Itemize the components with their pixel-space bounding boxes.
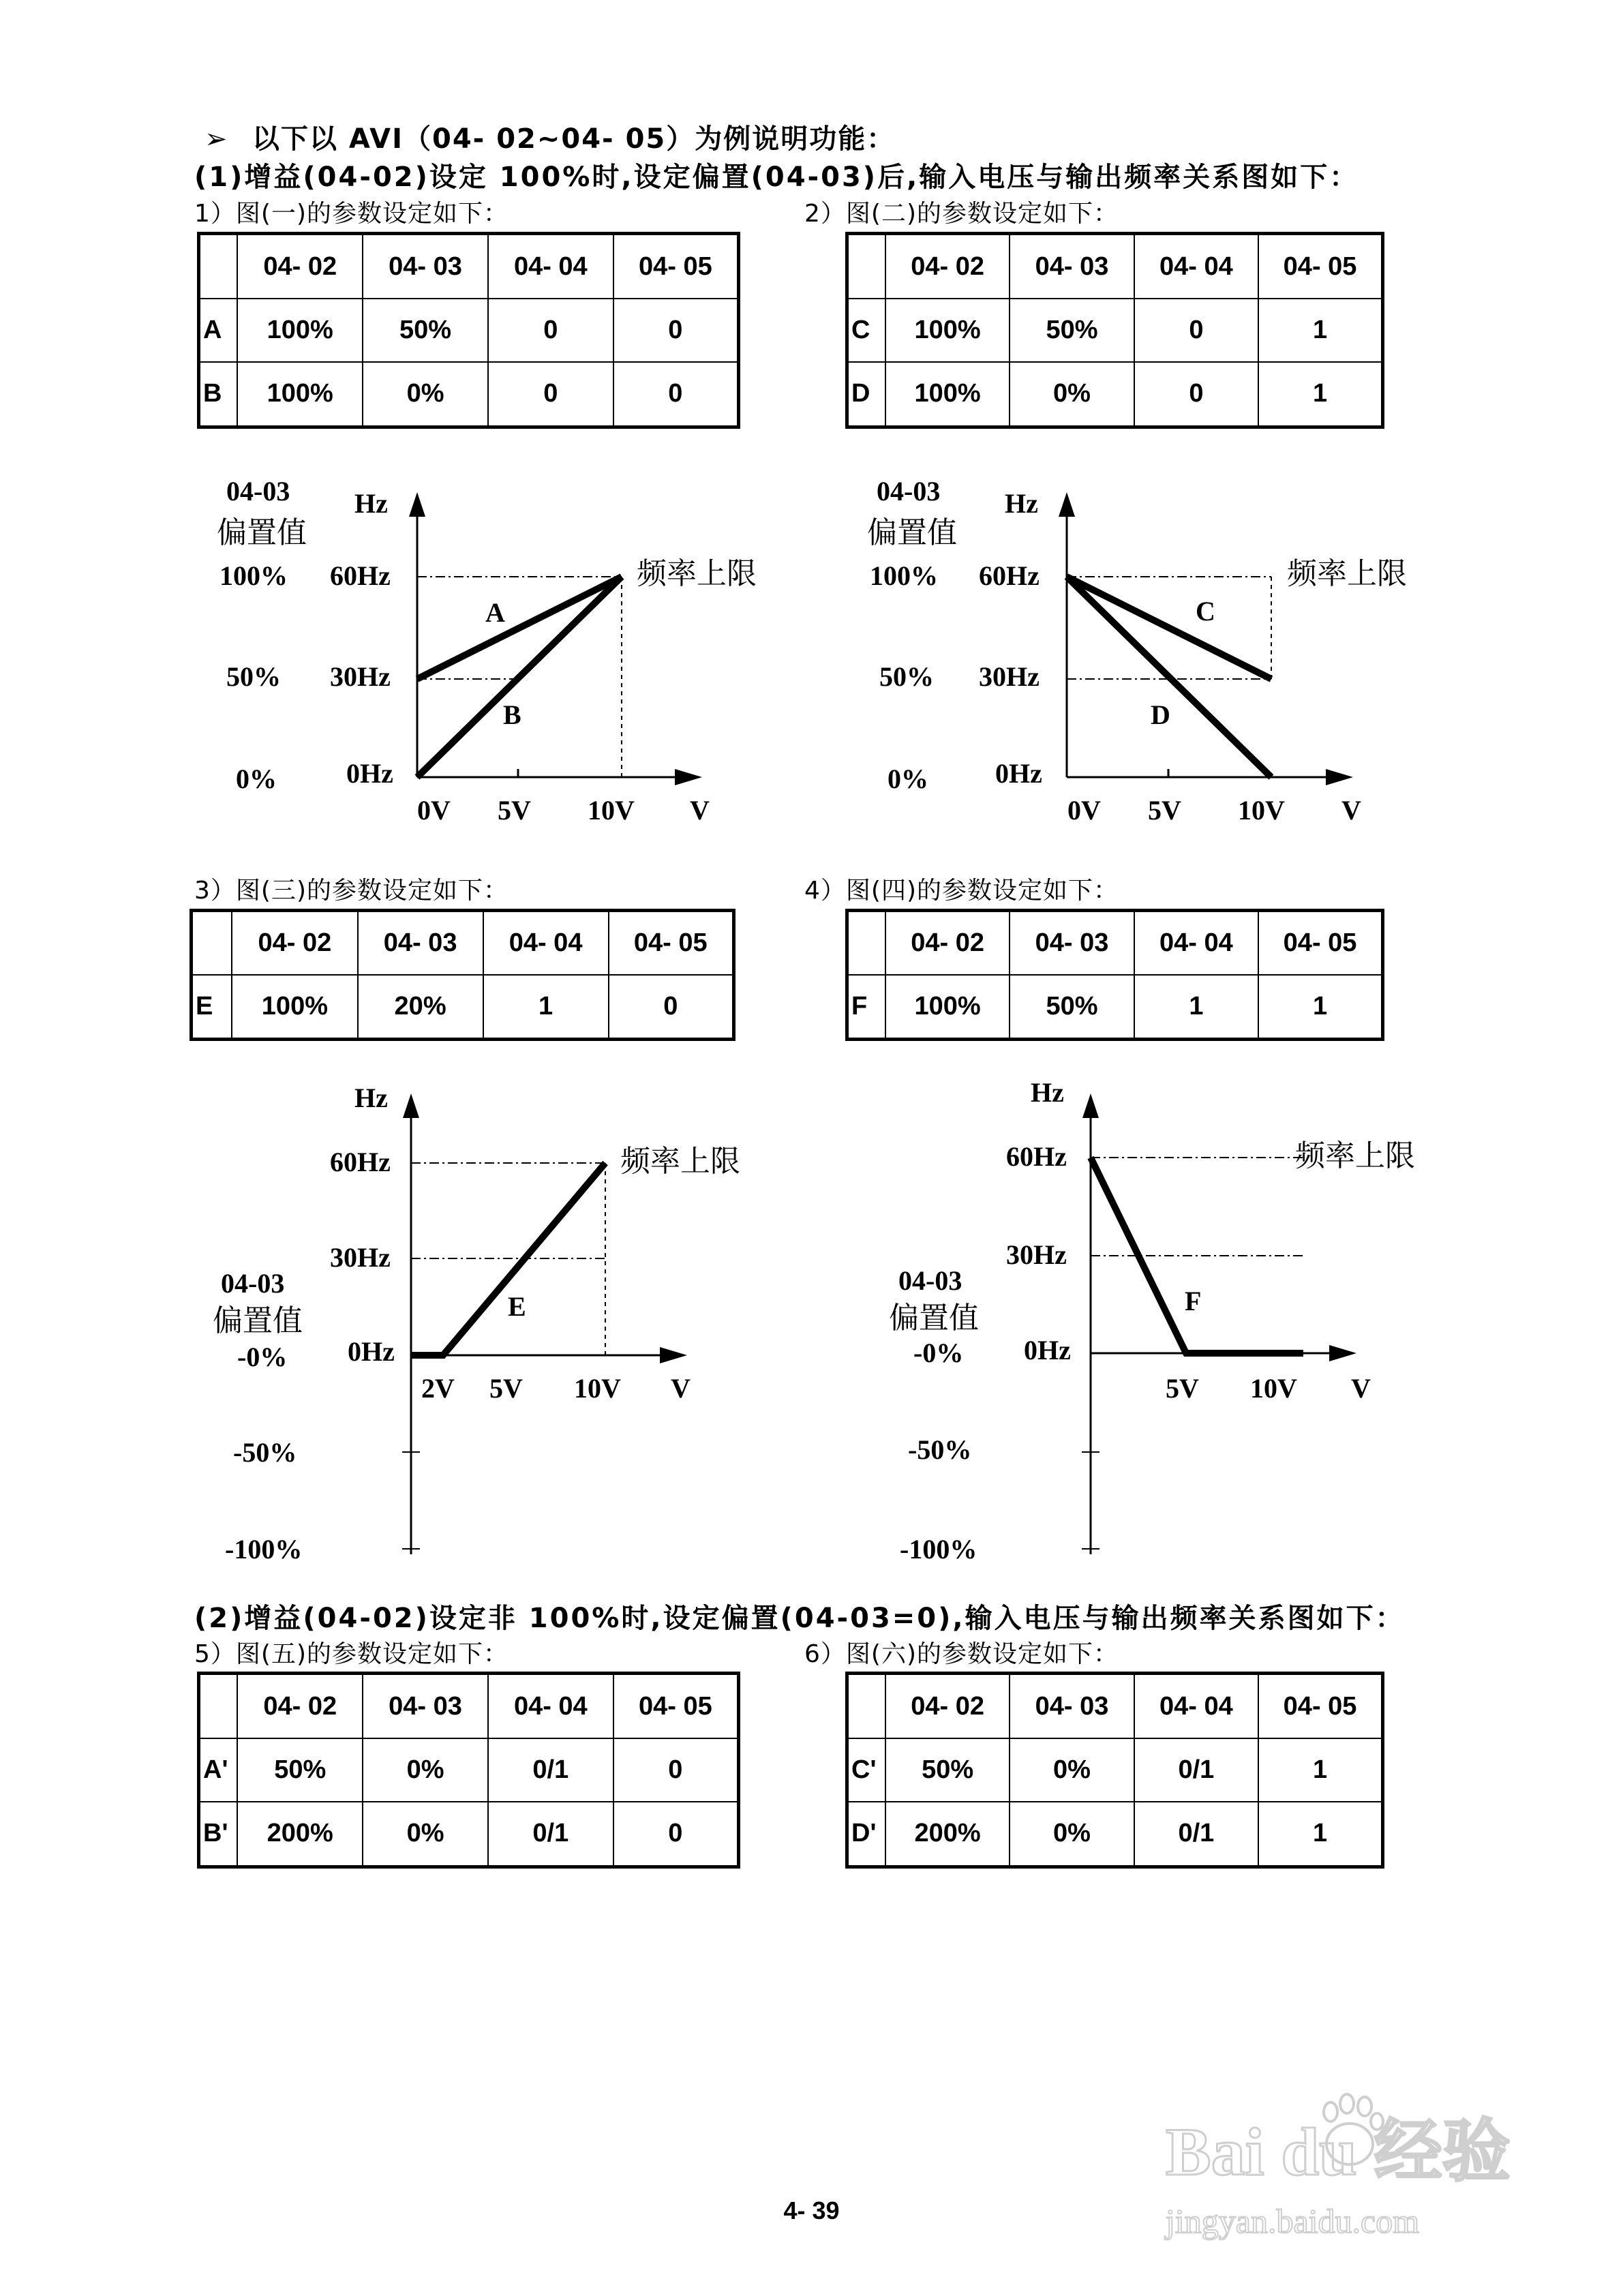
table-cell: 0% [363,1802,488,1867]
tick-label-0v: 0V [1067,795,1101,826]
header-cell: 04- 03 [358,911,483,976]
pct-neg0-label: -0% [913,1338,964,1368]
table-cell: 0/1 [488,1738,613,1802]
param-table-1 [197,232,740,429]
table-cell: 0% [363,362,488,427]
x-axis-arrow-icon [1329,1345,1356,1361]
freq-limit-label: 频率上限 [637,557,757,590]
pct-50-label: 50% [879,661,934,692]
tick-label-5v: 5V [498,795,531,826]
header-cell: 04- 04 [1134,234,1258,299]
tick-label-30hz: 30Hz [330,1242,391,1273]
table-cell: 100% [237,362,363,427]
tick-label-60hz: 60Hz [330,1147,391,1177]
y-axis-arrow-icon [409,492,425,517]
table-cell: 1 [483,975,609,1040]
pct-neg50-label: -50% [908,1434,972,1465]
caption-fig1: 1）图(一)的参数设定如下： [194,200,509,228]
tick-label-0hz: 0Hz [995,758,1042,789]
tick-label-10v: 10V [1250,1373,1297,1404]
param-table-4 [845,909,1384,1041]
table-row [199,1738,739,1802]
param-label: 04-03 [226,476,290,507]
x-unit-label: V [1351,1373,1371,1404]
row-label: E [192,975,232,1040]
table-cell: 0 [613,1802,739,1867]
row-label: A' [199,1738,238,1802]
row-label: F [847,975,885,1040]
table-row [199,299,739,362]
series-label-f: F [1185,1286,1202,1316]
table-row [199,362,739,427]
table-corner [847,234,885,299]
table-cell: 200% [885,1802,1010,1867]
table-cell: 0/1 [1134,1802,1258,1867]
param-table-5 [197,1672,740,1869]
header-cell: 04- 05 [1258,911,1382,976]
row-label: B' [199,1802,238,1867]
param-label: 04-03 [898,1265,962,1296]
tick-label-60hz: 60Hz [330,560,391,591]
table-cell: 0 [613,1738,739,1802]
row-label: D [847,362,885,427]
x-axis-arrow-icon [1326,769,1353,785]
table-cell: 50% [237,1738,363,1802]
y-unit-label: Hz [354,1083,388,1113]
header-cell: 04- 05 [613,234,739,299]
header-cell: 04- 04 [488,1674,613,1739]
intro-line [204,117,895,156]
y-unit-label: Hz [354,488,388,519]
table-cell: 50% [1010,299,1134,362]
tick-label-2v: 2V [421,1373,455,1404]
pct-0-label: 0% [236,764,277,794]
table-row [847,1738,1383,1802]
series-label-d: D [1151,699,1170,730]
x-axis-arrow-icon [660,1347,687,1363]
bias-label: 偏置值 [889,1301,979,1335]
y-axis-arrow-icon [1059,492,1075,517]
table-cell: 1 [1258,299,1382,362]
page-number: 4- 39 [783,2196,840,2224]
table-cell: 0 [609,975,734,1040]
freq-limit-label: 频率上限 [620,1145,740,1178]
header-cell: 04- 02 [237,1674,363,1739]
x-unit-label: V [1341,795,1361,826]
header-cell: 04- 03 [363,234,488,299]
header-cell: 04- 03 [1010,1674,1134,1739]
table-cell: 100% [232,975,357,1040]
table-cell: 0 [488,362,613,427]
param-table-2 [845,232,1384,429]
table-cell: 0 [613,299,739,362]
tick-label-60hz: 60Hz [1006,1141,1067,1172]
header-cell: 04- 05 [1258,1674,1382,1739]
section2-heading: (2)增益(04-02)设定非 100%时,设定偏置(04-03=0),输入电压与输出频率关系图如下： [194,1603,1405,1634]
watermark-url: jingyan.baidu.com [1166,2202,1420,2240]
y-axis-arrow-icon [403,1093,419,1118]
freq-limit-label: 频率上限 [1295,1139,1415,1173]
table-cell: 50% [1010,975,1134,1040]
table-row [192,975,734,1040]
header-cell: 04- 04 [488,234,613,299]
graph-fig1 [198,464,757,845]
row-label: D' [847,1802,885,1867]
caption-fig2: 2）图(二)的参数设定如下： [804,200,1119,228]
table-row [847,975,1383,1040]
table-cell: 200% [237,1802,363,1867]
table-corner [192,911,232,976]
x-unit-label: V [671,1373,691,1404]
caption-fig5: 5）图(五)的参数设定如下： [194,1640,509,1668]
tick-label-30hz: 30Hz [979,661,1040,692]
table-cell: 100% [885,362,1010,427]
table-cell: 0 [488,299,613,362]
table-row [847,299,1383,362]
table-cell: 0/1 [488,1802,613,1867]
tick-label-30hz: 30Hz [1006,1239,1067,1270]
table-cell: 0% [363,1738,488,1802]
caption-fig6: 6）图(六)的参数设定如下： [804,1640,1119,1668]
table-cell: 1 [1134,975,1258,1040]
table-cell: 100% [885,975,1010,1040]
x-unit-label: V [690,795,710,826]
table-cell: 0% [1010,1802,1134,1867]
tick-label-10v: 10V [574,1373,621,1404]
series-line-c [1067,577,1271,679]
tick-label-0v: 0V [417,795,451,826]
intro-text: 以下以 AVI（04- 02~04- 05）为例说明功能： [252,123,896,155]
series-label-a: A [485,597,505,628]
table-cell: 0/1 [1134,1738,1258,1802]
table-cell: 100% [885,299,1010,362]
pct-50-label: 50% [226,661,281,692]
table-row [847,362,1383,427]
graph-fig3 [198,1063,740,1582]
bias-label: 偏置值 [217,516,307,549]
tick-label-5v: 5V [489,1373,523,1404]
pct-neg50-label: -50% [233,1437,297,1468]
caption-fig4: 4）图(四)的参数设定如下： [804,877,1119,905]
arrow-bullet-icon: ➢ [204,123,229,155]
header-cell: 04- 05 [613,1674,739,1739]
tick-label-0hz: 0Hz [348,1336,395,1367]
table-cell: 100% [237,299,363,362]
table-row [199,1802,739,1867]
tick-label-0hz: 0Hz [1024,1335,1071,1365]
header-cell: 04- 02 [885,911,1010,976]
freq-limit-label: 频率上限 [1287,557,1407,590]
pct-100-label: 100% [219,560,288,591]
header-cell: 04- 02 [232,911,357,976]
bias-label: 偏置值 [867,516,957,549]
row-label: A [199,299,238,362]
tick-label-0hz: 0Hz [346,758,393,789]
row-label: C' [847,1738,885,1802]
bias-label: 偏置值 [213,1304,303,1338]
table-corner [847,911,885,976]
table-cell: 0% [1010,1738,1134,1802]
header-cell: 04- 02 [885,1674,1010,1739]
table-cell: 0 [1134,362,1258,427]
series-label-b: B [503,699,521,730]
tick-label-5v: 5V [1148,795,1181,826]
table-cell: 1 [1258,362,1382,427]
pct-neg100-label: -100% [225,1534,303,1565]
row-label: C [847,299,885,362]
pct-neg0-label: -0% [237,1342,288,1372]
pct-0-label: 0% [888,764,928,794]
param-table-6 [845,1672,1384,1869]
row-label: B [199,362,238,427]
header-cell: 04- 05 [609,911,734,976]
watermark-logo-text: Bai du 经验 [1166,2114,1511,2190]
tick-label-10v: 10V [1238,795,1285,826]
table-cell: 0 [1134,299,1258,362]
graph-fig4 [852,1063,1415,1582]
table-cell: 1 [1258,1738,1382,1802]
header-cell: 04- 04 [483,911,609,976]
header-cell: 04- 02 [237,234,363,299]
tick-label-5v: 5V [1166,1373,1199,1404]
table-cell: 50% [885,1738,1010,1802]
series-label-e: E [508,1291,526,1322]
table-corner [847,1674,885,1739]
table-cell: 1 [1258,975,1382,1040]
header-cell: 04- 04 [1134,1674,1258,1739]
pct-100-label: 100% [870,560,938,591]
header-cell: 04- 04 [1134,911,1258,976]
series-line-a [417,577,622,679]
y-unit-label: Hz [1031,1077,1064,1108]
param-label: 04-03 [877,476,941,507]
graph-fig2 [852,464,1407,845]
header-cell: 04- 03 [363,1674,488,1739]
series-line-d [1067,577,1271,777]
x-axis-arrow-icon [675,769,702,785]
tick-label-60hz: 60Hz [979,560,1040,591]
table-corner [199,234,238,299]
caption-fig3: 3）图(三)的参数设定如下： [194,877,509,905]
series-line-b [417,577,622,777]
table-cell: 0% [1010,362,1134,427]
table-cell: 1 [1258,1802,1382,1867]
y-axis-arrow-icon [1082,1093,1099,1118]
header-cell: 04- 03 [1010,234,1134,299]
param-table-3 [189,909,735,1041]
table-row [847,1802,1383,1867]
table-cell: 0 [613,362,739,427]
y-unit-label: Hz [1005,488,1038,519]
tick-label-10v: 10V [588,795,635,826]
table-cell: 50% [363,299,488,362]
header-cell: 04- 02 [885,234,1010,299]
section1-heading: (1)增益(04-02)设定 100%时,设定偏置(04-03)后,输入电压与输出频率关系图如下： [194,162,1359,193]
header-cell: 04- 03 [1010,911,1134,976]
pct-neg100-label: -100% [900,1534,977,1565]
tick-label-30hz: 30Hz [330,661,391,692]
table-cell: 20% [358,975,483,1040]
header-cell: 04- 05 [1258,234,1382,299]
param-label: 04-03 [221,1268,285,1299]
series-label-c: C [1196,596,1215,626]
table-corner [199,1674,238,1739]
